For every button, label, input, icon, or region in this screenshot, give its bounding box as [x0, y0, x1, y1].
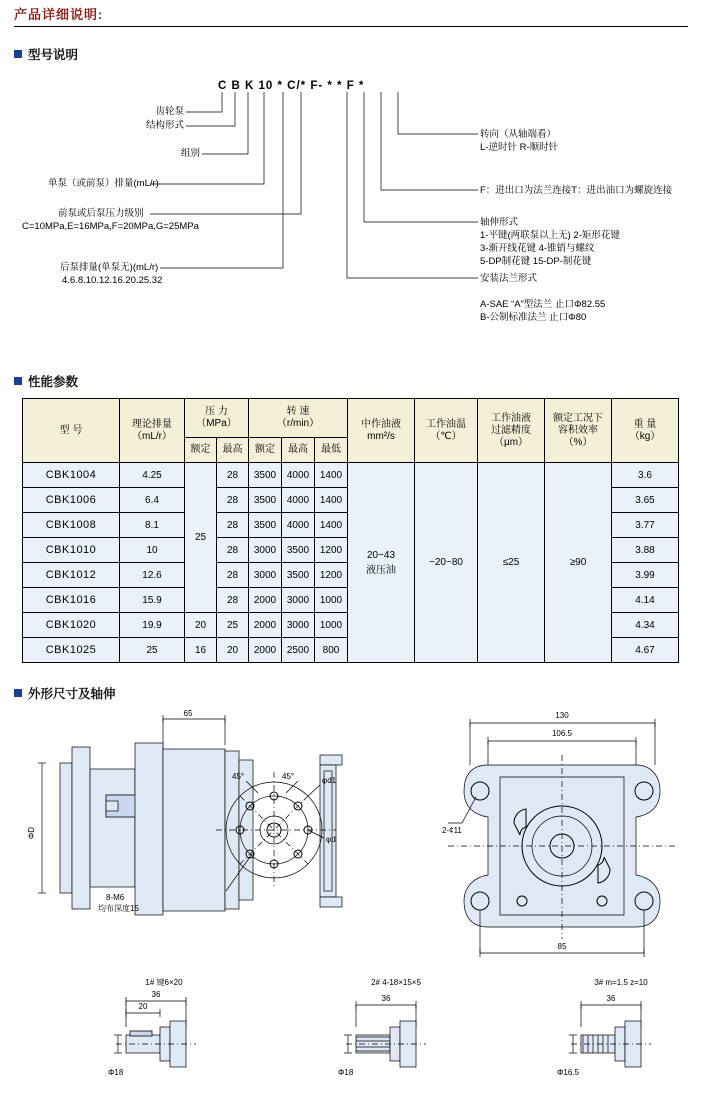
- cell-n-max: 3500: [282, 563, 315, 588]
- cell-weight: 4.14: [612, 588, 679, 613]
- section-heading-dims-label: 外形尺寸及轴伸: [28, 687, 116, 701]
- cell-fluid-l2: 液压油: [366, 564, 396, 576]
- cell-disp: 6.4: [120, 488, 185, 513]
- bullet-square-icon-2: [14, 377, 22, 385]
- cell-n-max: 3500: [282, 538, 315, 563]
- shaft2-36-text: 36: [381, 994, 391, 1003]
- section-heading-model: [14, 45, 78, 63]
- model-code-string: C B K 10 * C/* F- * * F *: [218, 80, 365, 92]
- cell-n-rated: 2000: [249, 588, 282, 613]
- label-single-pump-disp: 单泵（或前泵）排量(mL/r): [48, 178, 159, 189]
- label-rotation-values: L-逆时针 R-顺时针: [480, 142, 559, 153]
- cell-p-rated: 16: [185, 638, 217, 663]
- dim-phid1-text: φd1: [322, 776, 337, 785]
- th-temp-l1: 工作油温: [426, 418, 466, 430]
- label-flange-b: B-公制标准法兰 止口Φ80: [480, 312, 587, 323]
- th-speed-rated: 额定: [249, 438, 282, 463]
- cell-weight: 3.77: [612, 513, 679, 538]
- label-press-class: 前泵或后泵压力级别: [58, 208, 144, 219]
- label-rear-pump-disp: 后泵排量(单泵无)(mL/r): [60, 262, 159, 273]
- shaft3-title-text: 3# m=1.5 z=10: [594, 978, 648, 987]
- label-shaft-3: 3-渐开线花键 4-锥销与螺纹: [480, 243, 595, 254]
- cell-model: CBK1020: [23, 613, 120, 638]
- cell-n-min: 1000: [315, 588, 348, 613]
- performance-table: [22, 398, 679, 663]
- label-rear-pump-values: 4.6.8.10.12.16.20.25.32: [62, 275, 163, 286]
- cell-n-max: 3000: [282, 588, 315, 613]
- cell-weight: 4.67: [612, 638, 679, 663]
- cell-weight: 4.34: [612, 613, 679, 638]
- label-press-class-values: C=10MPa,E=16MPa,F=20MPa,G=25MPa: [22, 221, 199, 232]
- dim-45-left-text: 45°: [232, 772, 245, 781]
- cell-fluid-merged: [348, 463, 415, 663]
- cell-weight: 3.65: [612, 488, 679, 513]
- dim-85-text: 85: [557, 942, 567, 951]
- shaft-detail-3: [555, 975, 702, 1085]
- th-weight: [612, 399, 679, 463]
- cell-n-max: 2500: [282, 638, 315, 663]
- label-shaft-5: 5-DP制花键 15-DP-制花键: [480, 256, 592, 267]
- cell-n-min: 1400: [315, 513, 348, 538]
- bullet-square-icon-3: [14, 689, 22, 697]
- shaft1-title-text: 1# 键6×20: [145, 978, 183, 987]
- shaft-detail-1: [100, 975, 250, 1085]
- cell-weight: 3.88: [612, 538, 679, 563]
- cell-n-rated: 3500: [249, 463, 282, 488]
- dim-130-text: 130: [555, 711, 569, 720]
- table-header: [23, 399, 679, 463]
- cell-disp: 19.9: [120, 613, 185, 638]
- cell-n-rated: 2000: [249, 613, 282, 638]
- th-eff-l1: 额定工况下: [553, 412, 603, 424]
- th-displacement-l2: （mL/r）: [132, 430, 172, 442]
- label-flange: 安装法兰形式: [480, 273, 538, 284]
- th-speed-l1: 转 速: [286, 406, 310, 417]
- cell-p-rated-merged: 25: [185, 463, 217, 613]
- pump-side-view-drawing: [20, 705, 360, 965]
- th-temp-l2: （℃）: [430, 430, 462, 442]
- dim-65-text: 65: [183, 709, 193, 718]
- th-pressure-max: 最高: [217, 438, 249, 463]
- th-fluid-l1: 中作油液: [361, 418, 401, 430]
- cell-model: CBK1008: [23, 513, 120, 538]
- label-structure: 结构形式: [145, 120, 184, 131]
- cell-n-min: 1400: [315, 463, 348, 488]
- cell-disp: 10: [120, 538, 185, 563]
- cell-n-max: 4000: [282, 488, 315, 513]
- cell-p-max: 20: [217, 638, 249, 663]
- th-speed-min: 最低: [315, 438, 348, 463]
- cell-p-max: 28: [217, 463, 249, 488]
- cell-n-max: 3000: [282, 613, 315, 638]
- th-displacement-l1: 理论排量: [132, 418, 172, 430]
- cell-model: CBK1004: [23, 463, 120, 488]
- th-filter-l2: 过滤精度: [491, 424, 531, 436]
- shaft2-title-text: 2# 4-18×15×5: [371, 978, 421, 987]
- cell-n-rated: 3500: [249, 513, 282, 538]
- th-temp: [415, 399, 478, 463]
- table-row: [23, 463, 679, 488]
- note-8m6-text: 8-M6: [106, 893, 125, 902]
- note-depth-text: 均布深度15: [98, 904, 139, 913]
- cell-filter-merged: ≤25: [478, 463, 545, 663]
- label-rotation: 转向（从轴端看）: [480, 129, 557, 140]
- th-filter: [478, 399, 545, 463]
- cell-fluid-l1: 20~43: [366, 549, 396, 561]
- cell-p-max: 28: [217, 488, 249, 513]
- cell-p-max: 28: [217, 563, 249, 588]
- cell-disp: 12.6: [120, 563, 185, 588]
- cell-n-rated: 3500: [249, 488, 282, 513]
- table-body: [23, 463, 679, 663]
- cell-model: CBK1025: [23, 638, 120, 663]
- pump-front-view-drawing: [440, 705, 690, 965]
- section-heading-perf-label: 性能参数: [28, 375, 79, 389]
- dim-1065-text: 106.5: [551, 729, 573, 738]
- label-gear-pump: 齿轮泵: [155, 106, 184, 117]
- cell-eff-merged: ≥90: [545, 463, 612, 663]
- cell-n-min: 1400: [315, 488, 348, 513]
- shaft1-36-text: 36: [151, 990, 161, 999]
- cell-p-max: 25: [217, 613, 249, 638]
- section-heading-dims: [14, 684, 116, 702]
- cell-temp-merged: −20~80: [415, 463, 478, 663]
- page-title: 产品详细说明:: [14, 7, 104, 22]
- shaft3-36-text: 36: [606, 994, 616, 1003]
- shaft2-phi-text: Φ18: [338, 1068, 354, 1077]
- th-speed-l2: （r/min）: [276, 418, 320, 429]
- shaft1-20-text: 20: [138, 1002, 148, 1011]
- label-group: 组别: [180, 148, 200, 159]
- cell-disp: 4.25: [120, 463, 185, 488]
- label-flange-a: A-SAE “A”型法兰 止口Φ82.55: [480, 299, 606, 310]
- cell-disp: 8.1: [120, 513, 185, 538]
- cell-weight: 3.6: [612, 463, 679, 488]
- dim-phid-text: φd: [326, 835, 336, 844]
- cell-n-min: 1200: [315, 563, 348, 588]
- cell-p-max: 28: [217, 538, 249, 563]
- bullet-square-icon: [14, 50, 22, 58]
- section-heading-perf: [14, 372, 78, 390]
- th-filter-l3: （μm）: [493, 436, 529, 448]
- th-weight-l1: 重 量: [633, 418, 657, 430]
- cell-n-max: 4000: [282, 513, 315, 538]
- th-pressure-l1: 压 力: [205, 406, 228, 417]
- cell-model: CBK1016: [23, 588, 120, 613]
- cell-model: CBK1012: [23, 563, 120, 588]
- dim-45-right-text: 45°: [282, 772, 295, 781]
- label-shaft-1: 1-平键(两联泵以上无) 2-矩形花键: [480, 230, 620, 241]
- cell-n-min: 800: [315, 638, 348, 663]
- cell-p-rated: 20: [185, 613, 217, 638]
- cell-disp: 25: [120, 638, 185, 663]
- th-pressure-rated: 额定: [185, 438, 217, 463]
- th-weight-l2: （kg）: [629, 430, 661, 442]
- cell-model: CBK1006: [23, 488, 120, 513]
- th-speed-max: 最高: [282, 438, 315, 463]
- note-2c11-text: 2-¢11: [442, 826, 462, 835]
- th-speed: [249, 399, 348, 438]
- cell-n-min: 1200: [315, 538, 348, 563]
- cell-n-max: 4000: [282, 463, 315, 488]
- th-fluid: [348, 399, 415, 463]
- cell-model: CBK1010: [23, 538, 120, 563]
- title-divider: [14, 26, 688, 27]
- cell-disp: 15.9: [120, 588, 185, 613]
- th-filter-l1: 工作油液: [491, 412, 531, 424]
- section-heading-model-label: 型号说明: [28, 48, 79, 62]
- cell-n-rated: 2000: [249, 638, 282, 663]
- cell-n-rated: 3000: [249, 538, 282, 563]
- shaft-detail-2: [330, 975, 480, 1085]
- label-port-type: F：进出口为法兰连接T：进出油口为螺旋连接: [480, 185, 673, 196]
- th-efficiency: [545, 399, 612, 463]
- dim-phiD-text: ΦD: [27, 826, 36, 840]
- th-eff-l3: （%）: [563, 436, 593, 448]
- label-shaft-type: 轴伸形式: [480, 217, 519, 228]
- th-pressure: [185, 399, 249, 438]
- th-displacement: [120, 399, 185, 463]
- th-pressure-l2: （MPa）: [196, 418, 237, 429]
- cell-weight: 3.99: [612, 563, 679, 588]
- cell-n-min: 1000: [315, 613, 348, 638]
- cell-n-rated: 3000: [249, 563, 282, 588]
- th-eff-l2: 容积效率: [558, 424, 598, 436]
- shaft3-phi-text: Φ16.5: [557, 1068, 579, 1077]
- th-model: 型 号: [23, 399, 120, 463]
- cell-p-max: 28: [217, 513, 249, 538]
- th-fluid-l2: mm²/s: [367, 430, 395, 442]
- cell-p-max: 28: [217, 588, 249, 613]
- shaft1-phi-text: Φ18: [108, 1068, 124, 1077]
